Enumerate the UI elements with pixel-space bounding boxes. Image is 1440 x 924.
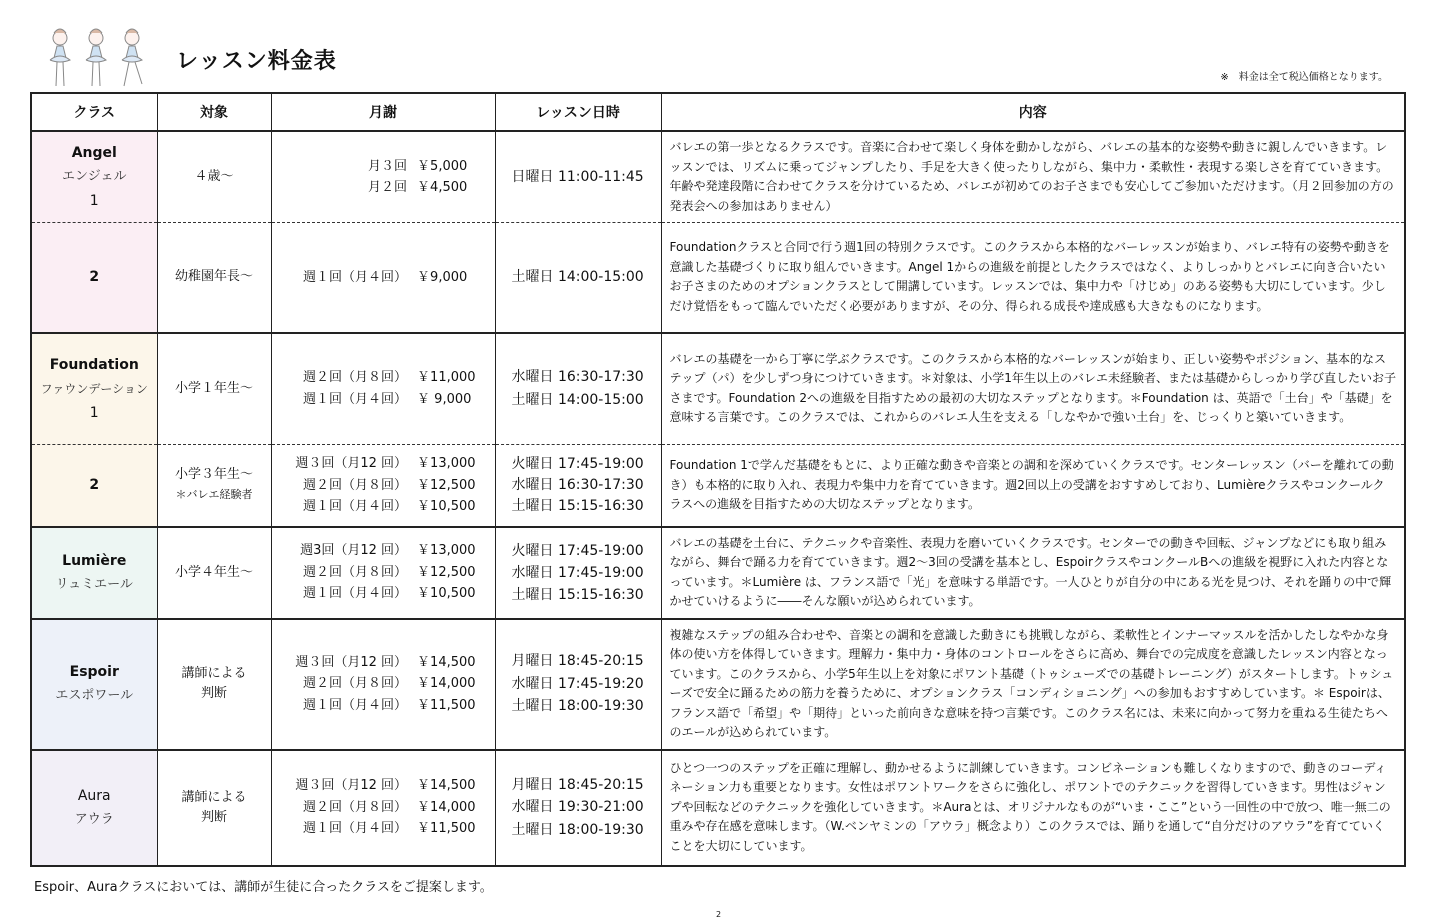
table-row (31, 619, 1405, 750)
fee-label: 週２回（月８回） (303, 370, 408, 386)
description-cell: バレエの基礎を一から丁寧に学ぶクラスです。このクラスから本格的なバーレッスンが始まり、正しい姿勢やポジション、基本的なステップ（パ）を少しずつ身につけていきます。＊対象は、小学1年生以上のバレエ未経験者、または基礎からしっかり学び直したいお子さまです。Foundation 2への進級を目指すための最初の大切なステップとなります。＊Foundation は、英語で「土台」や「基礎」を意味する言葉です。このクラスでは、これからのバレエ人生を支える「しなやかで強い土台」を、じっくりと築いていきます。 (661, 333, 1405, 445)
fee-label: 週３回（月12 回） (295, 654, 408, 670)
fee-label: 月３回 (368, 158, 408, 174)
fee-amount: ￥12,500 (417, 477, 476, 493)
class-name-jp: アウラ (74, 811, 114, 827)
fee-amount: ￥12,500 (417, 564, 476, 580)
target-text: ４歳〜 (194, 169, 234, 184)
description-cell: Foundation 1で学んだ基礎をもとに、より正確な動きや音楽との調和を深めていくクラスです。センターレッスン（バーを離れての動き）も本格的に取り入れ、表現力や集中力を育てていきます。週2回以上の受講をおすすめしており、Lumièreクラスやコンクールクラスへの進級を目指すための大切なステップとなります。 (661, 445, 1405, 527)
class-level: 1 (89, 404, 99, 421)
description-cell: Foundationクラスと合同で行う週1回の特別クラスです。このクラスから本格的なバーレッスンが始まり、バレエ特有の姿勢や動きを意識した基礎づくりに取り組んでいきます。Angel 1からの進級を前提としたクラスではなく、よりしっかりとバレエに向き合いたいお子さまのためのオプションクラスとして開講しています。レッスンでは、集中力や「けじめ」のある姿勢も大切にしています。少しだけ覚悟をもって臨んでいただく必要がありますが、その分、得られる成長や達成感も大きなものになります。 (661, 223, 1405, 333)
fee-label: 月２回 (368, 180, 408, 195)
schedule-line: 火曜日 17:45-19:00 (511, 455, 644, 472)
fee-label: 週１回（月４回） (303, 821, 408, 837)
class-cell (31, 445, 157, 527)
fee-label: 週３回（月12 回） (295, 456, 408, 471)
target-cell (157, 445, 271, 527)
fee-label: 週１回（月４回） (303, 697, 408, 713)
class-name-jp: エンジェル (62, 169, 127, 184)
tax-note: ※ 料金は全て税込価格となります。 (1220, 72, 1388, 83)
schedule-line: 土曜日 15:15-16:30 (511, 586, 644, 603)
target-text: 小学３年生〜 (174, 467, 253, 483)
fee-amount: ￥13,000 (417, 456, 476, 471)
schedule-line: 土曜日 15:15-16:30 (511, 497, 644, 514)
schedule-cell (495, 445, 661, 527)
schedule-cell (495, 223, 661, 333)
target-subtext: 判断 (200, 809, 227, 825)
page-number: 2 (716, 910, 722, 919)
price-table (30, 92, 1406, 867)
fee-amount: ￥9,000 (417, 269, 468, 285)
schedule-line: 土曜日 14:00-15:00 (511, 269, 644, 285)
header-class: クラス (31, 93, 157, 131)
schedule-cell (495, 131, 661, 223)
fee-cell (271, 223, 495, 333)
class-name-jp: エスポワール (55, 688, 134, 703)
schedule-line: 土曜日 18:00-19:30 (511, 821, 644, 838)
target-text: 小学１年生〜 (174, 380, 253, 396)
fee-label: 週３回（月12 回） (295, 778, 408, 794)
header-content: 内容 (661, 93, 1405, 131)
schedule-line: 水曜日 17:45-19:00 (511, 564, 644, 581)
schedule-line: 水曜日 16:30-17:30 (511, 369, 644, 386)
schedule-line: 土曜日 18:00-19:30 (511, 698, 644, 715)
fee-cell (271, 333, 495, 445)
class-name-en: Lumière (62, 552, 127, 569)
fee-label: 週１回（月４回） (303, 499, 408, 514)
description-cell: 複雑なステップの組み合わせや、音楽との調和を意識した動きにも挑戦しながら、柔軟性とインナーマッスルを活かしたしなやかな身体の使い方を体得していきます。理解力・集中力・身体のコントロールをさらに高め、舞台での完成度を意識したレッスン内容となっています。このクラスから、小学5年生以上を対象にポワント基礎（トゥシューズでの基礎トレーニング）がスタートします。トゥシューズで安全に踊るための筋力を養うために、オプションクラス「コンディショニング」への参加もおすすめしています。＊ Espoirは、フランス語で「希望」や「期待」といった前向きな意味を持つ言葉です。このクラス名には、未来に向かって努力を重ねる生徒たちへのエールが込められています。 (661, 619, 1405, 750)
schedule-line: 水曜日 17:45-19:20 (511, 675, 644, 692)
target-subtext: ＊バレエ経験者 (175, 488, 253, 502)
description-cell: ひとつ一つのステップを正確に理解し、動かせるように訓練していきます。コンビネーションも難しくなりますので、動きのコーディネーション力も重要となります。女性はポワントワークをさらに強化し、ポワントでのテクニックを習得していきます。男性はジャンプや回転などのテクニックを強化していきます。＊Auraとは、オリジナルなものが“いま・ここ”という一回性の中で放つ、唯一無二の重みや存在感を意味します。（W.ベンヤミンの「アウラ」概念より）このクラスでは、踊りを通して“自分だけのアウラ”を育てていくことを大切にしています。 (661, 750, 1405, 866)
schedule-line: 月曜日 18:45-20:15 (511, 653, 644, 670)
table-row (31, 750, 1405, 866)
target-text: 幼稚園年長〜 (174, 269, 253, 285)
fee-amount: ￥ 9,000 (417, 391, 472, 407)
fee-label: 週１回（月４回） (303, 391, 408, 407)
schedule-line: 水曜日 19:30-21:00 (511, 799, 644, 816)
fee-label: 週２回（月８回） (303, 799, 408, 815)
target-cell (157, 619, 271, 750)
fee-amount: ￥11,000 (417, 370, 476, 386)
target-cell (157, 333, 271, 445)
ballerina-girls-icon (44, 24, 154, 96)
class-name-en: Foundation (49, 356, 139, 373)
target-subtext: 判断 (200, 686, 227, 701)
fee-label: 週２回（月８回） (303, 477, 408, 493)
target-cell (157, 750, 271, 866)
description-cell: バレエの第一歩となるクラスです。音楽に合わせて楽しく身体を動かしながら、バレエの基本的な姿勢や動きに親しんでいきます。レッスンでは、リズムに乗ってジャンプしたり、手足を大きく使ったりしながら、集中力・柔軟性・表現する楽しさを育てていきます。年齢や発達段階に合わせてクラスを分けているため、バレエが初めてのお子さまでも安心してご参加いただけます。（月２回参加の方の発表会への参加はありません） (661, 131, 1405, 223)
fee-amount: ￥11,500 (417, 821, 476, 837)
class-name-jp: リュミエール (55, 576, 133, 592)
class-level: 1 (89, 193, 99, 209)
fee-cell (271, 527, 495, 619)
table-row (31, 223, 1405, 333)
class-cell (31, 333, 157, 445)
class-level: 2 (89, 269, 100, 286)
fee-amount: ￥4,500 (417, 180, 468, 195)
schedule-line: 火曜日 17:45-19:00 (511, 542, 644, 559)
class-cell (31, 131, 157, 223)
target-cell (157, 223, 271, 333)
class-cell (31, 527, 157, 619)
table-row (31, 333, 1405, 445)
fee-cell (271, 445, 495, 527)
fee-amount: ￥10,500 (417, 586, 476, 602)
schedule-cell (495, 750, 661, 866)
class-level: 2 (89, 477, 100, 494)
table-row (31, 445, 1405, 527)
fee-amount: ￥14,000 (417, 799, 476, 815)
fee-amount: ￥14,500 (417, 654, 476, 670)
schedule-cell (495, 619, 661, 750)
header-fee: 月謝 (271, 93, 495, 131)
schedule-line: 日曜日 11:00-11:45 (511, 168, 644, 185)
header-target: 対象 (157, 93, 271, 131)
fee-amount: ￥5,000 (417, 158, 468, 174)
schedule-cell (495, 333, 661, 445)
description-cell: バレエの基礎を土台に、テクニックや音楽性、表現力を磨いていくクラスです。センターでの動きや回転、ジャンプなどにも取り組みながら、舞台で踊る力を育てていきます。週2〜3回の受講を基本とし、EspoirクラスやコンクールBへの進級を視野に入れた内容となっています。＊Lumière は、フランス語で「光」を意味する単語です。一人ひとりが自分の中にある光を見つけ、それを踊りの中で輝かせていけるように――そんな願いが込められています。 (661, 527, 1405, 619)
fee-amount: ￥11,500 (417, 697, 476, 713)
fee-amount: ￥10,500 (417, 499, 476, 514)
footer-note: Espoir、Auraクラスにおいては、講師が生徒に合ったクラスをご提案します。 (34, 880, 493, 895)
target-text: 小学４年生〜 (174, 564, 253, 580)
target-text: 講師による (181, 789, 247, 805)
fee-label: 週3回（月12 回） (300, 543, 408, 559)
fee-label: 週１回（月４回） (303, 586, 408, 602)
table-row (31, 527, 1405, 619)
schedule-line: 土曜日 14:00-15:00 (511, 391, 644, 408)
header-schedule: レッスン日時 (495, 93, 661, 131)
fee-amount: ￥14,500 (417, 778, 476, 794)
class-cell (31, 619, 157, 750)
schedule-cell (495, 527, 661, 619)
fee-cell (271, 750, 495, 866)
class-name-jp: ファウンデーション (40, 381, 148, 396)
class-cell (31, 750, 157, 866)
schedule-line: 月曜日 18:45-20:15 (511, 776, 644, 793)
class-name-en: Espoir (69, 664, 119, 680)
fee-label: 週１回（月４回） (303, 269, 408, 285)
fee-cell (271, 619, 495, 750)
table-row (31, 131, 1405, 223)
fee-cell (271, 131, 495, 223)
schedule-line: 水曜日 16:30-17:30 (511, 476, 644, 493)
target-cell (157, 131, 271, 223)
class-name-en: Aura (77, 787, 111, 804)
fee-amount: ￥14,000 (417, 676, 476, 692)
target-text: 講師による (181, 666, 247, 681)
fee-label: 週２回（月８回） (303, 676, 408, 692)
fee-label: 週２回（月８回） (303, 564, 408, 580)
fee-amount: ￥13,000 (417, 543, 476, 559)
class-cell (31, 223, 157, 333)
class-name-en: Angel (71, 145, 117, 161)
target-cell (157, 527, 271, 619)
page-title: レッスン料金表 (176, 49, 337, 74)
